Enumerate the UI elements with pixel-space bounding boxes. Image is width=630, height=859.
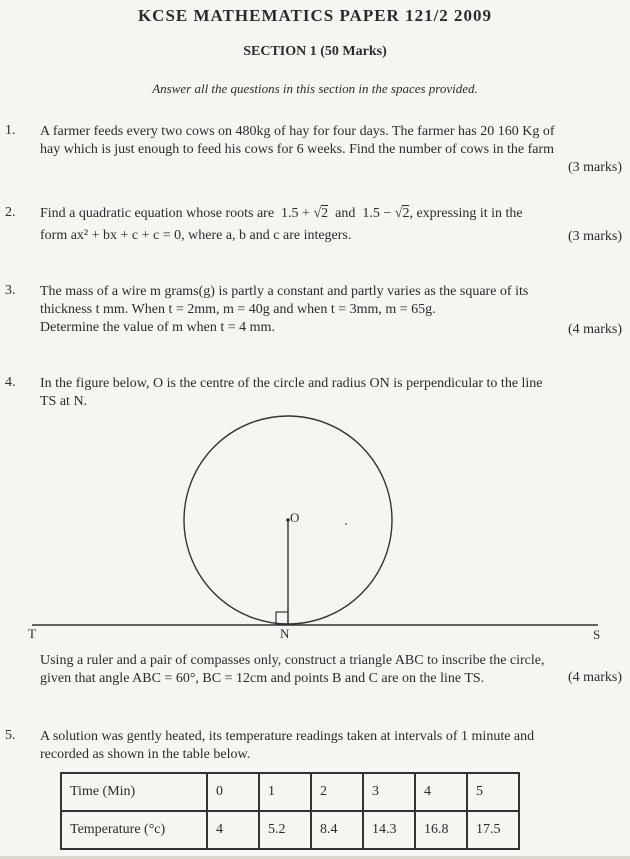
label-n: N	[280, 626, 290, 641]
table-row-label: Temperature (°c)	[61, 811, 207, 849]
q2-and: and	[335, 206, 356, 221]
q3-line1: The mass of a wire m grams(g) is partly a constant and partly varies as the square of its	[40, 284, 529, 299]
q1-marks: (3 marks)	[567, 160, 622, 175]
q1-number: 1.	[5, 123, 16, 138]
label-o: O	[290, 510, 300, 525]
q5-line2: recorded as shown in the table below.	[40, 747, 251, 762]
table-cell: 17.5	[467, 811, 519, 849]
q3-line2: thickness t mm. When t = 2mm, m = 40g and when t = 3mm, m = 65g.	[40, 302, 436, 317]
section-heading: SECTION 1 (50 Marks)	[243, 44, 387, 59]
table-cell: 5	[467, 773, 519, 811]
table-cell: 2	[311, 773, 363, 811]
q3-number: 3.	[5, 283, 16, 298]
q2-line1-b: , expressing it in the	[409, 206, 523, 221]
q5-number: 5.	[5, 728, 16, 743]
q4-text	[40, 375, 625, 411]
q4-marks: (4 marks)	[567, 670, 622, 685]
table-cell: 5.2	[259, 811, 311, 849]
table-cell: 14.3	[363, 811, 415, 849]
q5-text	[40, 728, 625, 764]
q2-root2-pre: 1.5 −	[362, 206, 392, 221]
label-s: S	[593, 627, 601, 642]
table-cell: 0	[207, 773, 259, 811]
q3-text	[40, 283, 625, 337]
table-cell: 1	[259, 773, 311, 811]
q2-line1-a: Find a quadratic equation whose roots are	[40, 206, 275, 221]
q2-text	[40, 205, 625, 245]
instructions: Answer all the questions in this section in the spaces provided.	[152, 81, 478, 96]
q2-number: 2.	[5, 205, 16, 220]
table-cell: 3	[363, 773, 415, 811]
paper-title: KCSE MATHEMATICS PAPER 121/2 2009	[137, 6, 493, 25]
q2-line1	[40, 205, 625, 223]
sqrt-icon: √	[394, 206, 403, 221]
q4-line1: In the figure below, O is the centre of the circle and radius ON is perpendicular to the line	[40, 376, 543, 391]
q4-line2: TS at N.	[40, 394, 88, 409]
circle-figure	[0, 408, 630, 644]
table-row	[61, 811, 519, 849]
q1-text	[40, 123, 625, 159]
table-cell: 4	[415, 773, 467, 811]
table-row	[61, 773, 519, 811]
q1-line1: A farmer feeds every two cows on 480kg of hay for four days. The farmer has 20 160 Kg of	[40, 124, 555, 139]
q1-line2: hay which is just enough to feed his cows for 6 weeks. Find the number of cows in the farm	[40, 142, 555, 157]
table-cell: 16.8	[415, 811, 467, 849]
q4-number: 4.	[5, 375, 16, 390]
temperature-table	[60, 772, 520, 850]
q2-line2: form ax² + bx + c + c = 0, where a, b and c are integers.	[40, 228, 352, 243]
label-t: T	[28, 626, 36, 641]
sqrt-icon: √	[313, 206, 322, 221]
q2-root1-radicand: 2	[321, 206, 329, 221]
q2-marks: (3 marks)	[567, 229, 622, 244]
stray-dot	[345, 523, 347, 525]
q3-marks: (4 marks)	[567, 322, 622, 337]
table-cell: 8.4	[311, 811, 363, 849]
q4-after-line1: Using a ruler and a pair of compasses only, construct a triangle ABC to inscribe the circle,	[40, 653, 545, 668]
table-row-label: Time (Min)	[61, 773, 207, 811]
q4-after-line2: given that angle ABC = 60°, BC = 12cm and points B and C are on the line TS.	[40, 671, 485, 686]
q5-line1: A solution was gently heated, its temperature readings taken at intervals of 1 minute and	[40, 729, 535, 744]
q3-line3: Determine the value of m when t = 4 mm.	[40, 320, 275, 335]
right-angle-marker	[276, 612, 288, 624]
q2-root2-radicand: 2	[402, 206, 410, 221]
q4-task	[40, 652, 625, 688]
table-cell: 4	[207, 811, 259, 849]
q2-root1-pre: 1.5 +	[281, 206, 310, 221]
